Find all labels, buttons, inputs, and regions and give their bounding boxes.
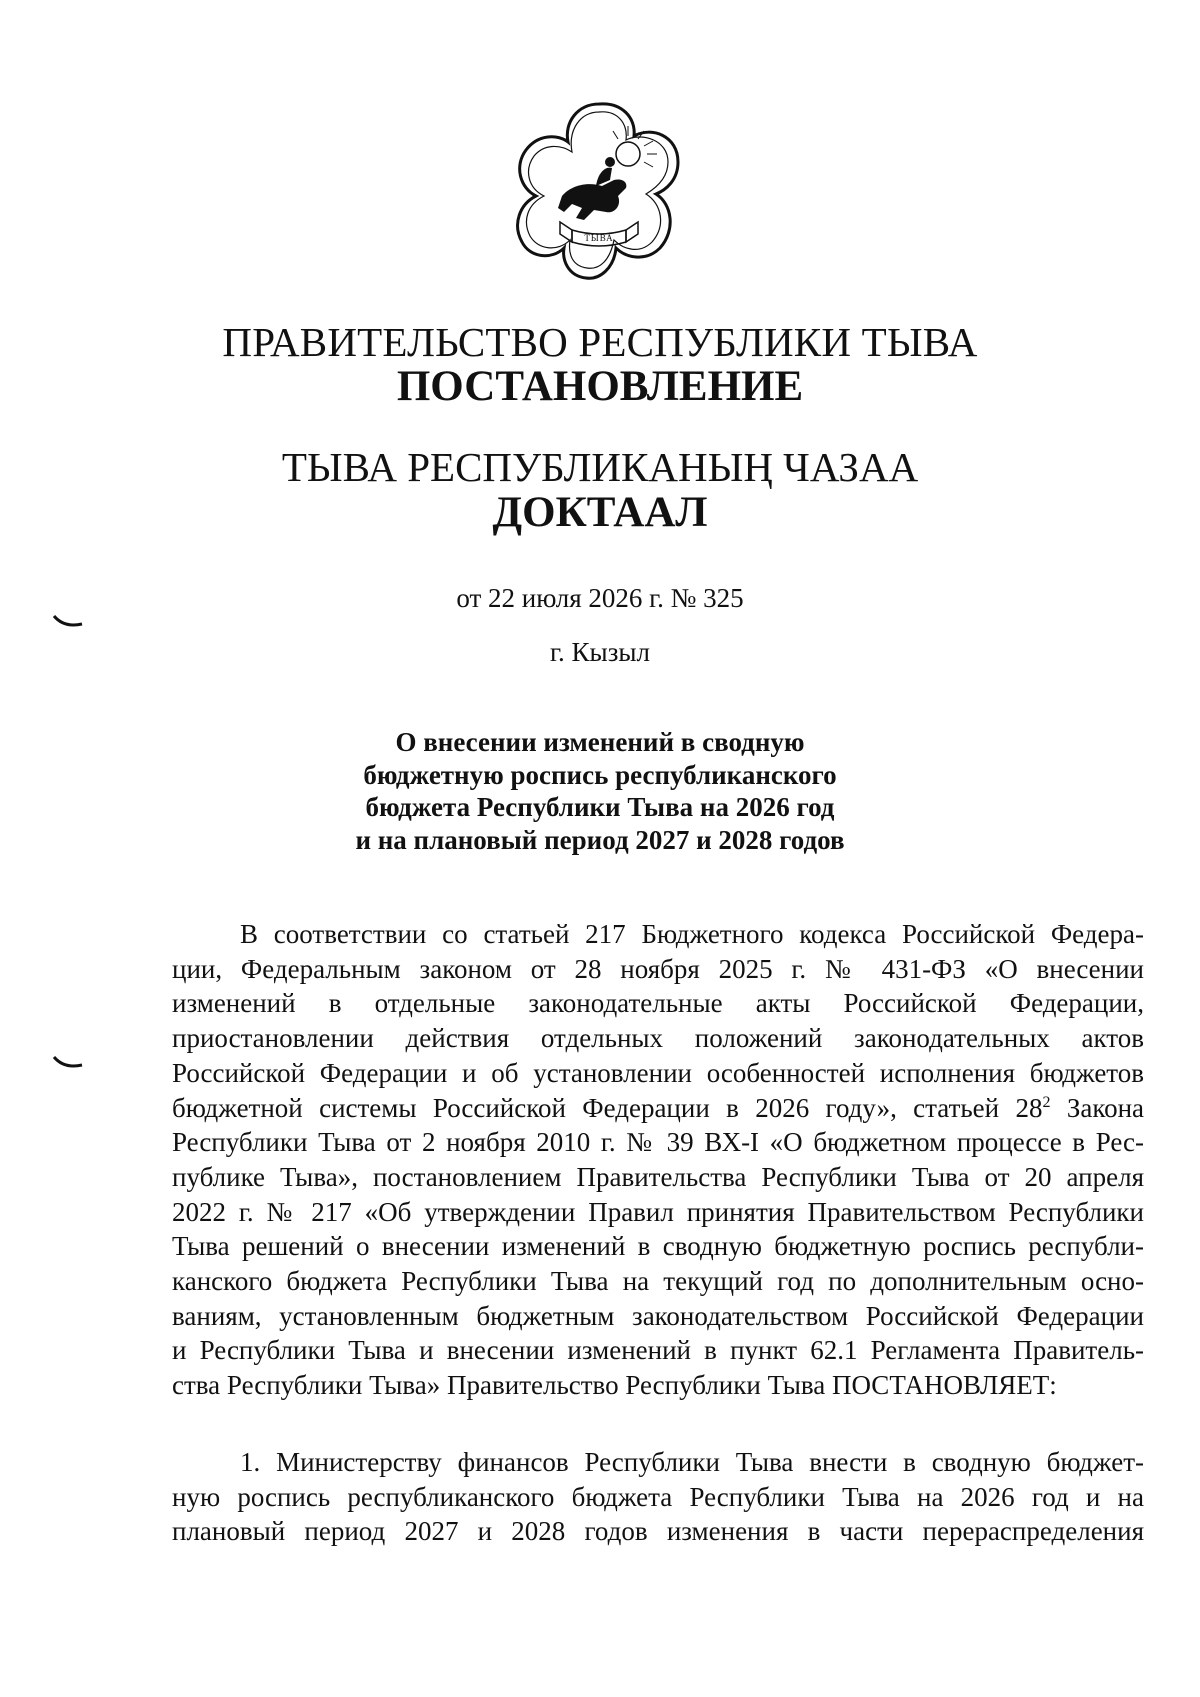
- body-paragraph-item-1: [172, 1445, 1144, 1549]
- document-date-number: от 22 июля 2026 г. № 325: [456, 583, 744, 613]
- text-line: ции, Федеральным законом от 28 ноября 2025 г. № 431-ФЗ «О внесении: [172, 953, 1144, 984]
- text-line: ства Республики Тыва» Правительство Республики Тыва ПОСТАНОВЛЯЕТ:: [172, 1370, 1057, 1401]
- government-name-tyva: ТЫВА РЕСПУБЛИКАНЫҢ ЧАЗАА: [281, 444, 919, 490]
- document-type-tyva: ДОКТААЛ: [492, 489, 708, 536]
- text-segment: Закона: [1066, 1092, 1145, 1123]
- title-line: О внесении изменений в сводную: [395, 727, 805, 757]
- text-line: ваниям, установленным бюджетным законодательством Российской Федерации: [172, 1300, 1144, 1331]
- text-line: В соответствии со статьей 217 Бюджетного кодекса Российской Федера-: [240, 919, 1144, 949]
- tyva-emblem: [510, 96, 688, 286]
- text-line: приостановлении действия отдельных положений законодательных актов: [172, 1023, 1144, 1054]
- text-line: публике Тыва», постановлением Правительства Республики Тыва от 20 апреля: [172, 1161, 1144, 1192]
- emblem-ribbon-text: ТЫВА: [584, 233, 614, 243]
- text-line: 1. Министерству финансов Республики Тыва внести в сводную бюджет-: [240, 1447, 1144, 1477]
- title-line: бюджетную роспись республиканского: [363, 759, 837, 790]
- text-line: плановый период 2027 и 2028 годов изменения в части перераспределения: [172, 1516, 1144, 1547]
- title-line: бюджета Республики Тыва на 2026 год: [365, 792, 835, 822]
- text-line: ную роспись республиканского бюджета Республики Тыва на 2026 год и на: [172, 1481, 1144, 1512]
- text-line: Тыва решений о внесении изменений в сводную бюджетную роспись республи-: [172, 1231, 1144, 1262]
- document-title: [0, 726, 1200, 856]
- document-type-ru: ПОСТАНОВЛЕНИЕ: [396, 363, 804, 410]
- margin-mark-middle: [52, 1055, 84, 1071]
- body-paragraph-preamble: [172, 917, 1144, 1403]
- text-line: и Республики Тыва и внесении изменений в пункт 62.1 Регламента Правитель-: [172, 1335, 1144, 1366]
- text-line: Российской Федерации и об установлении особенностей исполнения бюджетов: [172, 1057, 1144, 1088]
- text-line-with-superscript: [172, 1091, 1144, 1126]
- superscript: 2: [1042, 1093, 1051, 1111]
- text-line: 2022 г. № 217 «Об утверждении Правил принятия Правительством Республики: [172, 1196, 1144, 1227]
- text-line: Республики Тыва от 2 ноября 2010 г. № 39 ВХ-I «О бюджетном процессе в Рес-: [172, 1127, 1144, 1158]
- text-line: канского бюджета Республики Тыва на текущий год по дополнительным осно-: [172, 1266, 1144, 1297]
- margin-mark-top: [52, 614, 84, 630]
- title-line: и на плановый период 2027 и 2028 годов: [355, 824, 845, 855]
- text-line: изменений в отдельные законодательные акты Российской Федерации,: [172, 988, 1144, 1019]
- text-segment: бюджетной системы Российской Федерации в 2026 году», статьей 28: [172, 1092, 1043, 1123]
- document-city: г. Кызыл: [550, 637, 650, 667]
- government-name-ru: ПРАВИТЕЛЬСТВО РЕСПУБЛИКИ ТЫВА: [222, 319, 978, 365]
